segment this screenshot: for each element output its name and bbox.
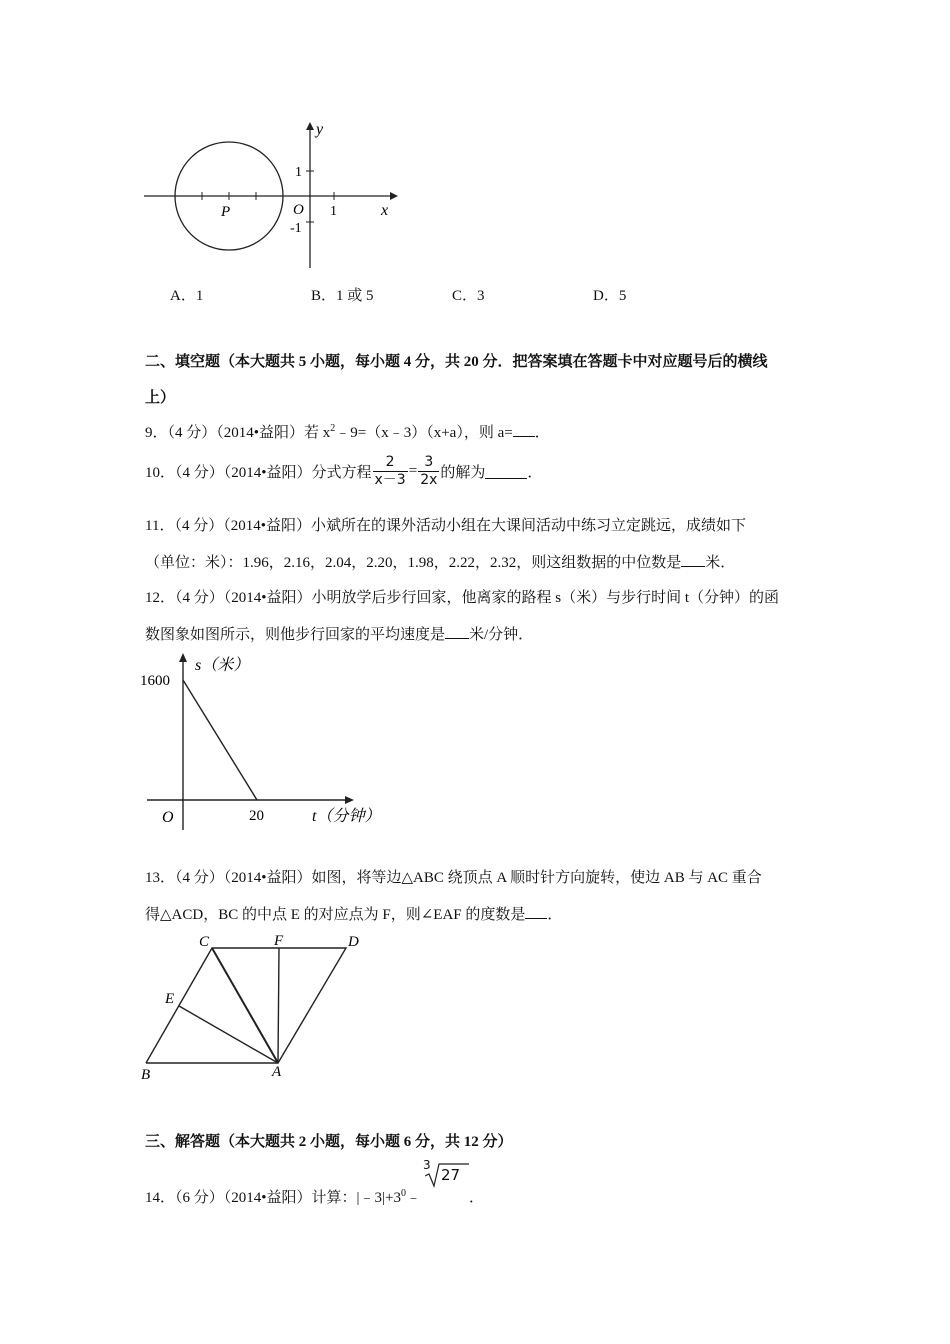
choice-b: B．1 或 5 [311, 288, 374, 304]
q9-rest: ﹣9=（x﹣3）（x+a），则 a= [335, 425, 513, 441]
x-tick-1: 1 [330, 204, 337, 219]
q13-line2-text: 得△ACD，BC 的中点 E 的对应点为 F，则∠EAF 的度数是 [145, 907, 526, 923]
q10-fraction-2 [418, 454, 439, 489]
q11-line2-text: （单位：米）：1.96，2.16，2.04，2.20，1.98，2.22，2.32，则这组数据的中位数是 [145, 555, 682, 571]
q12-line2 [145, 623, 533, 644]
value-20: 20 [249, 808, 264, 824]
y-axis-label: y [316, 121, 324, 138]
q14-exponent: 0 [400, 1188, 406, 1199]
point-p-label: P [221, 204, 231, 220]
s-axis-label: s（米） [195, 657, 250, 674]
q10-end: ． [527, 465, 543, 481]
q13-answer-blank [525, 904, 547, 919]
triangle-rotation-figure [138, 928, 378, 1086]
q14-radicand: 27 [440, 1166, 461, 1184]
q10-equals: = [408, 463, 418, 479]
q12-answer-blank [445, 624, 469, 639]
vertex-d: D [348, 934, 359, 950]
y-tick-1: 1 [295, 165, 302, 180]
q11-line2-end: 米． [705, 555, 736, 571]
point-e: E [165, 991, 175, 1007]
q14-end: ． [468, 1190, 484, 1206]
origin-o: O [162, 809, 174, 826]
section2-title-line2: 上） [145, 390, 176, 406]
vertex-b: B [141, 1067, 151, 1083]
q9-exponent: 2 [330, 423, 336, 434]
q12-line2-end: 米/分钟． [469, 627, 534, 643]
choice-a: A．1 [170, 288, 204, 304]
q11-line2 [145, 551, 735, 572]
q10-fraction-1 [373, 454, 408, 489]
q10-f2-denominator: 2x [420, 472, 438, 488]
section3-title: 三、解答题（本大题共 2 小题，每小题 6 分，共 12 分） [145, 1134, 513, 1150]
origin-label: O [293, 202, 304, 218]
vertex-c: C [199, 934, 210, 950]
q9-end: ． [534, 425, 550, 441]
q12-line1: 12．（4 分）（2014•益阳）小明放学后步行回家，他离家的路程 s（米）与步行时间 t（分钟）的函 [145, 590, 780, 606]
q10-f1-numerator: 2 [373, 454, 408, 472]
q13-line2-end: ． [547, 907, 563, 923]
point-f: F [274, 933, 284, 949]
q11-line1: 11．（4 分）（2014•益阳）小斌所在的课外活动小组在大课间活动中练习立定跳远，成绩如下 [145, 518, 746, 534]
section2-title-line1: 二、填空题（本大题共 5 小题，每小题 4 分，共 20 分．把答案填在答题卡中对应题号后的横线 [145, 354, 768, 370]
q14-prefix: 14．（6 分）（2014•益阳）计算：|﹣3|+3 [145, 1190, 401, 1206]
q10-prefix: 10．（4 分）（2014•益阳）分式方程 [145, 465, 372, 481]
q14-root-index: 3 [422, 1158, 431, 1172]
q10-answer-blank [485, 464, 527, 479]
question-9 [145, 421, 550, 442]
question-14 [145, 1158, 484, 1207]
question-10 [145, 454, 542, 489]
choice-d: D．5 [593, 288, 627, 304]
choice-c: C．3 [452, 288, 485, 304]
t-axis-label: t（分钟） [312, 808, 381, 825]
q13-line1: 13．（4 分）（2014•益阳）如图，将等边△ABC 绕顶点 A 顺时针方向旋转，使边 AB 与 AC 重合 [145, 870, 762, 886]
circle-axes-figure [140, 118, 400, 273]
q11-answer-blank [681, 552, 705, 567]
vertex-a: A [272, 1064, 282, 1080]
distance-time-graph [135, 650, 395, 835]
q10-f1-denominator: x－3 [374, 472, 406, 488]
q10-f2-numerator: 3 [418, 454, 439, 472]
q13-line2 [145, 903, 562, 924]
q14-minus: ﹣ [405, 1190, 421, 1206]
q14-cube-root [422, 1158, 469, 1202]
y-tick-neg1: -1 [290, 221, 302, 236]
q10-suffix: 的解为 [440, 465, 486, 481]
q9-prefix: 9．（4 分）（2014•益阳）若 x [145, 425, 331, 441]
q9-answer-blank [513, 422, 535, 437]
value-1600: 1600 [140, 673, 170, 689]
q12-line2-text: 数图象如图所示，则他步行回家的平均速度是 [145, 627, 446, 643]
x-axis-label: x [381, 202, 389, 219]
